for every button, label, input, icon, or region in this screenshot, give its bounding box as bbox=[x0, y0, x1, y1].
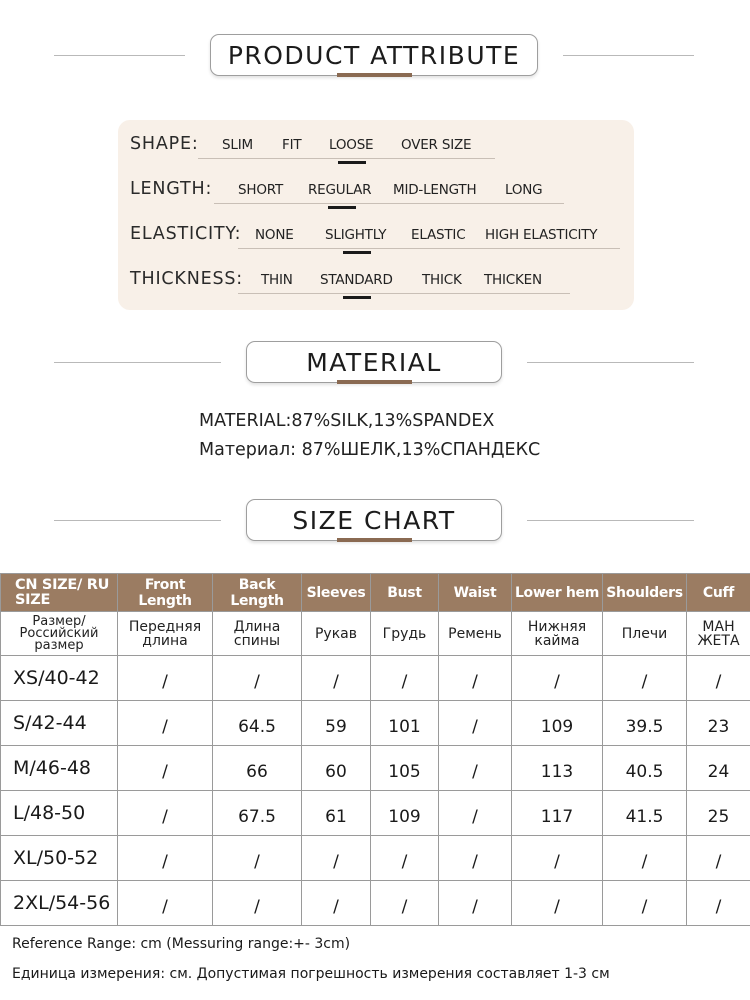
attribute-line bbox=[198, 158, 495, 159]
table-cell: 109 bbox=[371, 791, 439, 836]
attribute-option: THIN bbox=[261, 272, 293, 288]
attribute-option: MID-LENGTH bbox=[393, 182, 477, 198]
attribute-option: ELASTIC bbox=[411, 227, 466, 243]
divider-right bbox=[527, 362, 694, 363]
table-cell: / bbox=[439, 881, 512, 926]
table-cell: / bbox=[687, 836, 750, 881]
table-cell: / bbox=[371, 881, 439, 926]
table-cell: / bbox=[603, 881, 687, 926]
attribute-option: FIT bbox=[282, 137, 302, 153]
table-cell: / bbox=[213, 836, 302, 881]
attribute-option-selected: SLIGHTLY bbox=[325, 227, 387, 243]
table-cell: / bbox=[118, 791, 213, 836]
table-cell: / bbox=[603, 656, 687, 701]
column-header: Cuff bbox=[687, 574, 750, 612]
table-row bbox=[1, 746, 750, 791]
column-header-ru: МАН ЖЕТА bbox=[687, 612, 750, 656]
column-header-ru: Грудь bbox=[371, 612, 439, 656]
product-attribute-header bbox=[0, 34, 750, 94]
selected-marker bbox=[343, 296, 371, 299]
reference-note-en: Reference Range: cm (Messuring range:+- 3cm) bbox=[12, 936, 351, 952]
table-header-row bbox=[1, 574, 750, 612]
column-header-ru: Размер/ Российский размер bbox=[1, 612, 118, 656]
section-underline bbox=[337, 73, 412, 77]
size-cell: M/46-48 bbox=[1, 746, 118, 791]
table-cell: 24 bbox=[687, 746, 750, 791]
table-cell: / bbox=[118, 836, 213, 881]
section-underline bbox=[337, 538, 412, 542]
size-cell: XL/50-52 bbox=[1, 836, 118, 881]
column-header-ru: Нижняя кайма bbox=[512, 612, 603, 656]
table-cell: / bbox=[512, 836, 603, 881]
table-cell: 23 bbox=[687, 701, 750, 746]
section-title: SIZE CHART bbox=[292, 505, 456, 535]
table-cell: / bbox=[439, 836, 512, 881]
attribute-option: THICKEN bbox=[484, 272, 542, 288]
product-attribute-panel bbox=[118, 120, 634, 310]
attribute-option: SHORT bbox=[238, 182, 283, 198]
table-cell: / bbox=[302, 881, 371, 926]
table-cell: 61 bbox=[302, 791, 371, 836]
table-cell: / bbox=[118, 701, 213, 746]
table-cell: 40.5 bbox=[603, 746, 687, 791]
size-chart-table bbox=[0, 573, 750, 926]
material-value: 87%ШЕЛК,13%СПАНДЕКС bbox=[301, 440, 541, 460]
table-cell: / bbox=[118, 656, 213, 701]
section-title: MATERIAL bbox=[306, 347, 442, 377]
divider-right bbox=[563, 55, 694, 56]
column-header: Front Length bbox=[118, 574, 213, 612]
attribute-label: ELASTICITY: bbox=[130, 224, 242, 244]
table-cell: / bbox=[687, 881, 750, 926]
attribute-option-selected: REGULAR bbox=[308, 182, 372, 198]
divider-left bbox=[54, 520, 221, 521]
section-underline bbox=[337, 380, 412, 384]
table-cell: 25 bbox=[687, 791, 750, 836]
table-cell: 60 bbox=[302, 746, 371, 791]
table-cell: / bbox=[302, 656, 371, 701]
attribute-option: SLIM bbox=[222, 137, 253, 153]
table-cell: / bbox=[512, 656, 603, 701]
material-value: 87%SILK,13%SPANDEX bbox=[291, 411, 495, 431]
table-cell: 39.5 bbox=[603, 701, 687, 746]
attribute-option-selected: LOOSE bbox=[329, 137, 374, 153]
divider-right bbox=[527, 520, 694, 521]
material-label: MATERIAL: bbox=[199, 411, 292, 431]
divider-left bbox=[54, 55, 185, 56]
table-cell: / bbox=[512, 881, 603, 926]
table-cell: / bbox=[213, 656, 302, 701]
divider-left bbox=[54, 362, 221, 363]
attribute-line bbox=[238, 293, 570, 294]
table-cell: / bbox=[118, 881, 213, 926]
material-header bbox=[0, 341, 750, 401]
attribute-label: LENGTH: bbox=[130, 179, 213, 199]
table-row bbox=[1, 881, 750, 926]
table-cell: 117 bbox=[512, 791, 603, 836]
size-cell: XS/40-42 bbox=[1, 656, 118, 701]
column-header: CN SIZE/ RU SIZE bbox=[1, 574, 118, 612]
attribute-option: OVER SIZE bbox=[401, 137, 472, 153]
attribute-label: THICKNESS: bbox=[130, 269, 243, 289]
attribute-option: NONE bbox=[255, 227, 294, 243]
table-cell: / bbox=[302, 836, 371, 881]
section-title-box bbox=[210, 34, 538, 76]
table-cell: / bbox=[213, 881, 302, 926]
size-cell: 2XL/54-56 bbox=[1, 881, 118, 926]
table-cell: 109 bbox=[512, 701, 603, 746]
table-cell: 59 bbox=[302, 701, 371, 746]
table-cell: / bbox=[439, 656, 512, 701]
section-title-box bbox=[246, 341, 502, 383]
table-cell: / bbox=[439, 791, 512, 836]
size-chart-header bbox=[0, 499, 750, 559]
table-cell: / bbox=[371, 836, 439, 881]
attribute-row-length bbox=[118, 179, 634, 209]
material-label: Материал: bbox=[199, 440, 297, 460]
selected-marker bbox=[338, 161, 366, 164]
column-header: Back Length bbox=[213, 574, 302, 612]
table-cell: 64.5 bbox=[213, 701, 302, 746]
column-header: Waist bbox=[439, 574, 512, 612]
table-row bbox=[1, 656, 750, 701]
attribute-row-thickness bbox=[118, 269, 634, 299]
column-header: Lower hem bbox=[512, 574, 603, 612]
table-cell: / bbox=[603, 836, 687, 881]
size-cell: S/42-44 bbox=[1, 701, 118, 746]
table-cell: / bbox=[439, 701, 512, 746]
selected-marker bbox=[328, 206, 356, 209]
section-title-box bbox=[246, 499, 502, 541]
column-header: Sleeves bbox=[302, 574, 371, 612]
table-row bbox=[1, 836, 750, 881]
attribute-label: SHAPE: bbox=[130, 134, 199, 154]
attribute-line bbox=[214, 203, 564, 204]
table-cell: 66 bbox=[213, 746, 302, 791]
column-header-ru: Ремень bbox=[439, 612, 512, 656]
attribute-row-elasticity bbox=[118, 224, 634, 254]
column-header-ru: Рукав bbox=[302, 612, 371, 656]
material-ru bbox=[199, 440, 540, 460]
table-row bbox=[1, 791, 750, 836]
table-cell: / bbox=[439, 746, 512, 791]
attribute-option: HIGH ELASTICITY bbox=[485, 227, 598, 243]
reference-note-ru: Единица измерения: см. Допустимая погрешность измерения составляет 1-3 см bbox=[12, 966, 610, 982]
attribute-row-shape bbox=[118, 134, 634, 164]
column-header-ru: Длина спины bbox=[213, 612, 302, 656]
table-cell: 67.5 bbox=[213, 791, 302, 836]
attribute-line bbox=[238, 248, 620, 249]
table-header-row-ru bbox=[1, 612, 750, 656]
table-cell: / bbox=[371, 656, 439, 701]
column-header-ru: Плечи bbox=[603, 612, 687, 656]
table-cell: 113 bbox=[512, 746, 603, 791]
selected-marker bbox=[343, 251, 371, 254]
column-header: Bust bbox=[371, 574, 439, 612]
attribute-option: LONG bbox=[505, 182, 543, 198]
attribute-option: THICK bbox=[422, 272, 462, 288]
attribute-option-selected: STANDARD bbox=[320, 272, 393, 288]
table-cell: / bbox=[687, 656, 750, 701]
column-header-ru: Передняя длина bbox=[118, 612, 213, 656]
table-cell: 105 bbox=[371, 746, 439, 791]
column-header: Shoulders bbox=[603, 574, 687, 612]
table-cell: 41.5 bbox=[603, 791, 687, 836]
section-title: PRODUCT ATTRIBUTE bbox=[227, 40, 521, 70]
table-cell: 101 bbox=[371, 701, 439, 746]
table-row bbox=[1, 701, 750, 746]
material-en bbox=[199, 411, 494, 431]
table-cell: / bbox=[118, 746, 213, 791]
size-cell: L/48-50 bbox=[1, 791, 118, 836]
